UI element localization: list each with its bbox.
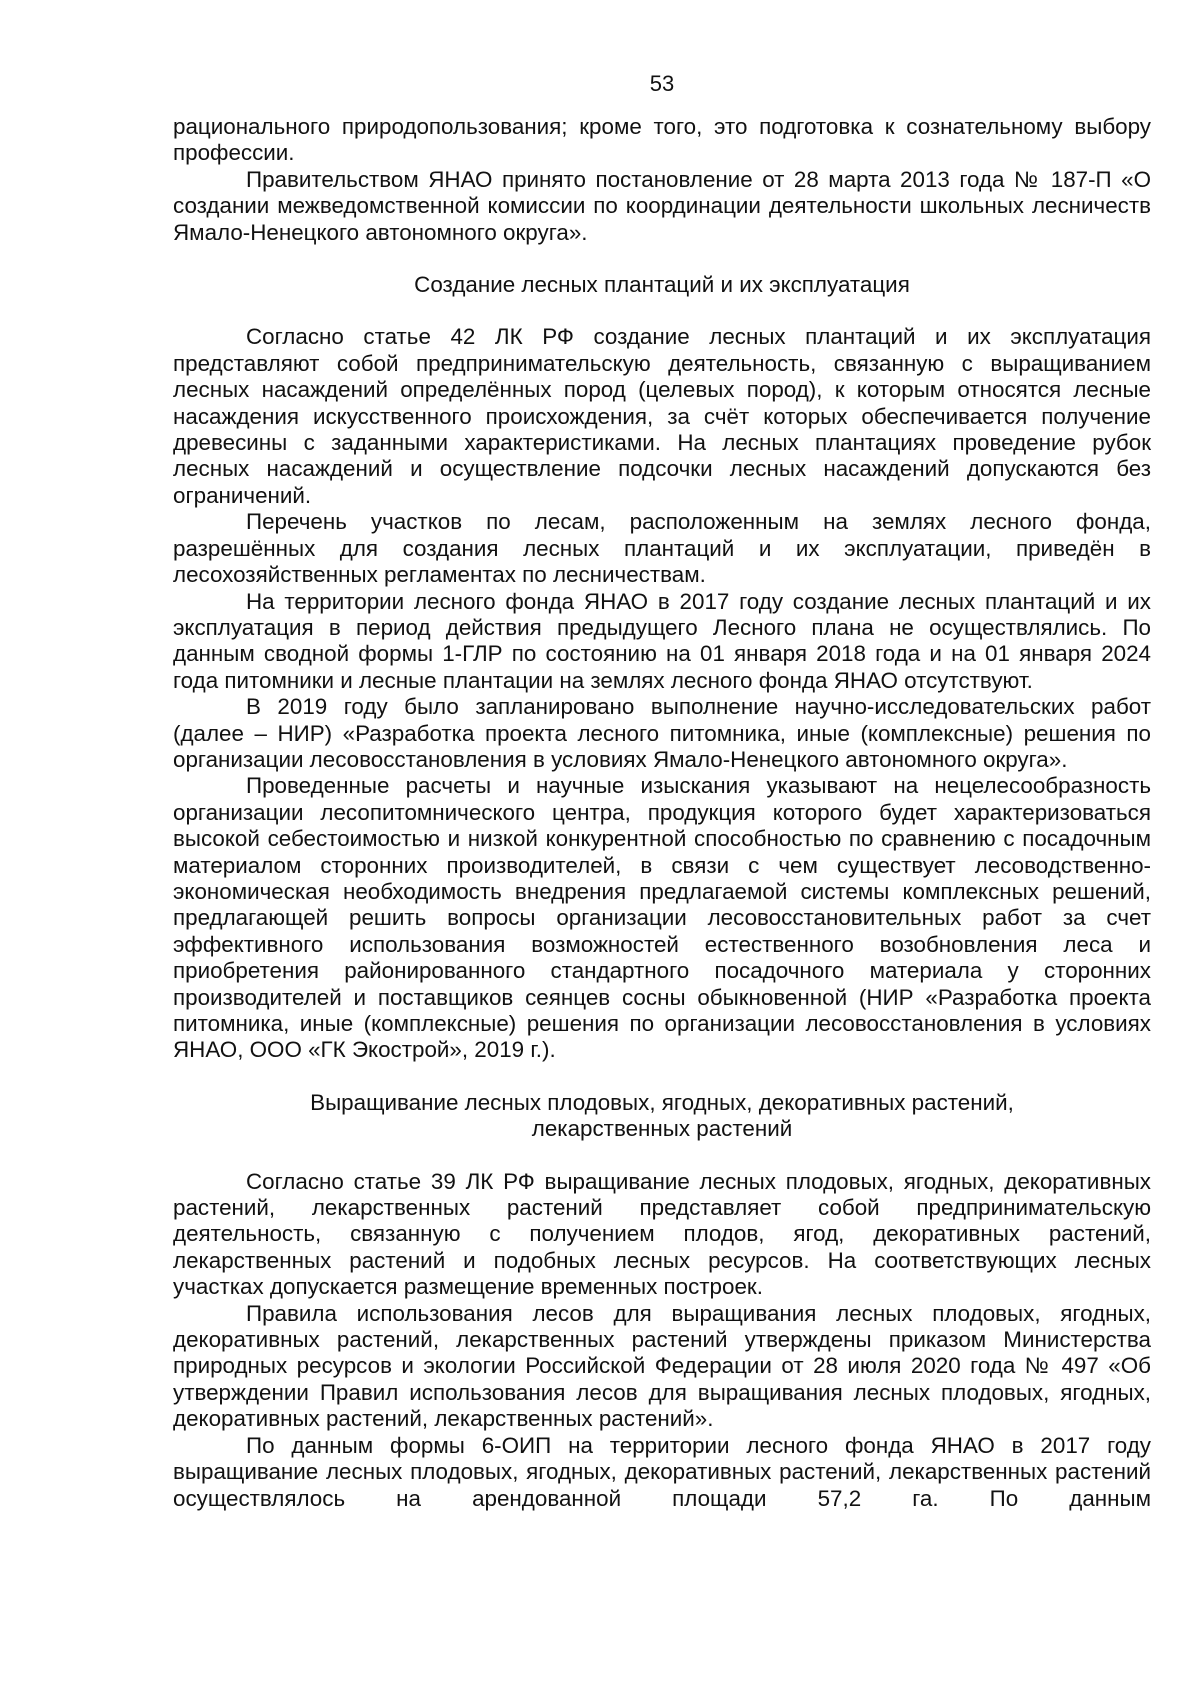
paragraph: Согласно статье 42 ЛК РФ создание лесных плантаций и их эксплуатация представляют собой предпринимательскую деятельность, связанную с выращиванием лесных насаждений определённых пород (целевых пород), к которым относятся лесные насаждения искусственного происхождения, за счёт которых обеспечивается получение древесины с заданными характеристиками. На лесных плантациях проведение рубок лесных насаждений и осуществление подсочки лесных насаждений допускаются без ограничений.	[173, 324, 1151, 508]
paragraph: Правительством ЯНАО принято постановление от 28 марта 2013 года № 187-П «О создании межведомственной комиссии по координации деятельности школьных лесничеств Ямало-Ненецкого автономного округа».	[173, 166, 1151, 245]
paragraph: Правила использования лесов для выращивания лесных плодовых, ягодных, декоративных растений, лекарственных растений утверждены приказом Министерства природных ресурсов и экологии Российской Федерации от 28 июля 2020 года № 497 «Об утверждении Правил использования лесов для выращивания лесных плодовых, ягодных, декоративных растений, лекарственных растений».	[173, 1300, 1151, 1432]
paragraph-continuation: рационального природопользования; кроме того, это подготовка к сознательному выбору профессии.	[173, 114, 1151, 166]
page-number: 53	[649, 71, 675, 96]
section-heading-line2: лекарственных растений	[531, 1116, 793, 1142]
spacer	[173, 1064, 1151, 1090]
paragraph: На территории лесного фонда ЯНАО в 2017 году создание лесных плантаций и их эксплуатация в период действия предыдущего Лесного плана не осуществлялись. По данным сводной формы 1-ГЛР по состоянию на 01 января 2018 года и на 01 января 2024 года питомники и лесные плантации на землях лесного фонда ЯНАО отсутствуют.	[173, 588, 1151, 693]
section-heading: Создание лесных плантаций и их эксплуатация	[414, 272, 910, 298]
paragraph: Перечень участков по лесам, расположенным на землях лесного фонда, разрешённых для создания лесных плантаций и их эксплуатации, приведён в лесохозяйственных регламентах по лесничествам.	[173, 509, 1151, 588]
paragraph: В 2019 году было запланировано выполнение научно-исследовательских работ (далее – НИР) «Разработка проекта лесного питомника, иные (комплексные) решения по организации лесовосстановления в условиях Ямало-Ненецкого автономного округа».	[173, 694, 1151, 772]
section-heading-line1: Выращивание лесных плодовых, ягодных, декоративных растений,	[310, 1089, 1014, 1115]
spacer	[173, 1143, 1151, 1169]
paragraph: Проведенные расчеты и научные изыскания указывают на нецелесообразность организации лесопитомнического центра, продукция которого будет характеризоваться высокой себестоимостью и низкой конкурентной способностью по сравнению с посадочным материалом сторонних производителей, в связи с чем существует лесоводственно-экономическая необходимость внедрения предлагаемой системы комплексных решений, предлагающей решить вопросы организации лесовосстановительных работ за счет эффективного использования возможностей естественного возобновления леса и приобретения районированного стандартного посадочного материала у сторонних производителей и поставщиков сеянцев сосны обыкновенной (НИР «Разработка проекта питомника, иные (комплексные) решения по организации лесовосстановления в условиях ЯНАО, ООО «ГК Экострой», 2019 г.).	[173, 773, 1151, 1063]
paragraph: Согласно статье 39 ЛК РФ выращивание лесных плодовых, ягодных, декоративных растений, лекарственных растений представляет собой предпринимательскую деятельность, связанную с получением плодов, ягод, декоративных растений, лекарственных растений и подобных лесных ресурсов. На соответствующих лесных участках допускается размещение временных построек.	[173, 1168, 1151, 1300]
spacer	[173, 246, 1151, 272]
spacer	[173, 298, 1151, 324]
document-page	[173, 70, 1151, 1512]
paragraph-cut-off: По данным формы 6-ОИП на территории лесного фонда ЯНАО в 2017 году выращивание лесных плодовых, ягодных, декоративных растений, лекарственных растений осуществлялось на арендованной площади 57,2 га. По данным	[173, 1432, 1151, 1511]
